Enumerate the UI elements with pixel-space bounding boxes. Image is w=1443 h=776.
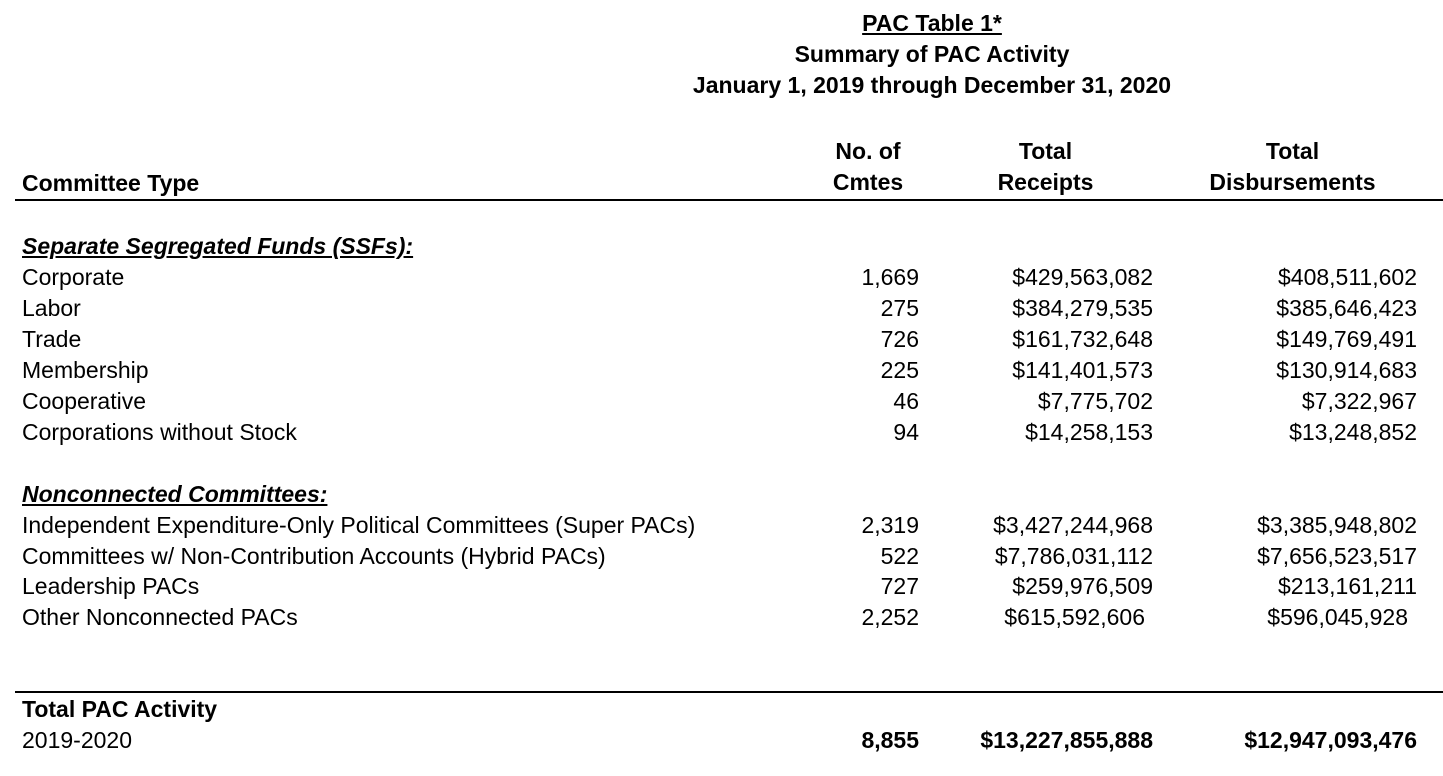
table-row	[0, 324, 1443, 355]
row-receipts: $384,279,535	[1012, 295, 1153, 321]
row-label: Leadership PACs	[22, 573, 200, 599]
header-total-receipts	[968, 136, 1123, 198]
row-count: 726	[880, 326, 919, 352]
row-receipts: $14,258,153	[1025, 419, 1153, 445]
row-receipts: $3,427,244,968	[993, 512, 1153, 538]
row-disbursements: $7,322,967	[1301, 388, 1417, 414]
row-count: 2,319	[861, 512, 919, 538]
header-committee-type: Committee Type	[22, 170, 200, 196]
section-heading-nonconnected: Nonconnected Committees:	[22, 481, 328, 507]
row-receipts: $7,786,031,112	[994, 543, 1153, 569]
table-row	[0, 293, 1443, 324]
row-label: Independent Expenditure-Only Political Committees (Super PACs)	[22, 512, 696, 538]
header-number-of-committees	[818, 136, 918, 198]
row-label: Other Nonconnected PACs	[22, 604, 298, 630]
row-label: Labor	[22, 295, 81, 321]
row-label: Corporations without Stock	[22, 419, 297, 445]
header-disbursements-line1: Total	[1265, 138, 1320, 164]
header-number-line2: Cmtes	[832, 169, 904, 195]
row-count: 94	[893, 419, 919, 445]
row-count: 46	[893, 388, 919, 414]
row-disbursements: $13,248,852	[1289, 419, 1417, 445]
row-label: Trade	[22, 326, 82, 352]
row-receipts: $429,563,082	[1012, 264, 1153, 290]
table-title: PAC Table 1*	[862, 10, 1002, 36]
row-disbursements: $408,511,602	[1278, 264, 1417, 290]
table-row	[0, 571, 1443, 602]
header-total-disbursements	[1190, 136, 1395, 198]
row-count: 275	[880, 295, 919, 321]
header-disbursements-line2: Disbursements	[1209, 169, 1376, 195]
row-label: Cooperative	[22, 388, 147, 414]
header-receipts-line1: Total	[1018, 138, 1073, 164]
row-disbursements: $3,385,948,802	[1257, 512, 1417, 538]
table-row	[0, 510, 1443, 541]
total-period: 2019-2020	[22, 727, 132, 753]
row-disbursements: $7,656,523,517	[1257, 543, 1417, 569]
header-receipts-line2: Receipts	[997, 169, 1094, 195]
total-row	[0, 725, 1443, 756]
total-divider	[15, 691, 1443, 693]
section-heading-ssf: Separate Segregated Funds (SSFs):	[22, 233, 414, 259]
row-receipts: $7,775,702	[1037, 388, 1153, 414]
row-count: 727	[880, 573, 919, 599]
row-label: Membership	[22, 357, 149, 383]
table-row	[0, 541, 1443, 572]
row-count: 1,669	[861, 264, 919, 290]
row-count: 522	[880, 543, 919, 569]
row-disbursements: $130,914,683	[1276, 357, 1417, 383]
total-disbursements: $12,947,093,476	[1244, 727, 1417, 753]
row-disbursements: $149,769,491	[1276, 326, 1417, 352]
row-label: Committees w/ Non-Contribution Accounts (Hybrid PACs)	[22, 543, 606, 569]
row-label: Corporate	[22, 264, 125, 290]
row-count: 225	[880, 357, 919, 383]
total-count: 8,855	[861, 727, 919, 753]
table-title-block	[0, 8, 1443, 101]
table-row	[0, 602, 1443, 633]
table-row	[0, 355, 1443, 386]
row-receipts: $141,401,573	[1012, 357, 1153, 383]
table-row	[0, 417, 1443, 448]
total-receipts: $13,227,855,888	[980, 727, 1153, 753]
row-receipts: $161,732,648	[1012, 326, 1153, 352]
row-receipts: $615,592,606	[1004, 604, 1145, 630]
row-receipts: $259,976,509	[1012, 573, 1153, 599]
table-row	[0, 386, 1443, 417]
header-number-line1: No. of	[835, 138, 901, 164]
table-row	[0, 262, 1443, 293]
header-divider	[15, 199, 1443, 201]
row-disbursements: $213,161,211	[1278, 573, 1417, 599]
table-subtitle: Summary of PAC Activity	[794, 41, 1070, 67]
row-count: 2,252	[861, 604, 919, 630]
date-range: January 1, 2019 through December 31, 2020	[692, 72, 1172, 98]
total-heading: Total PAC Activity	[22, 696, 218, 722]
row-disbursements: $596,045,928	[1267, 604, 1408, 630]
row-disbursements: $385,646,423	[1276, 295, 1417, 321]
